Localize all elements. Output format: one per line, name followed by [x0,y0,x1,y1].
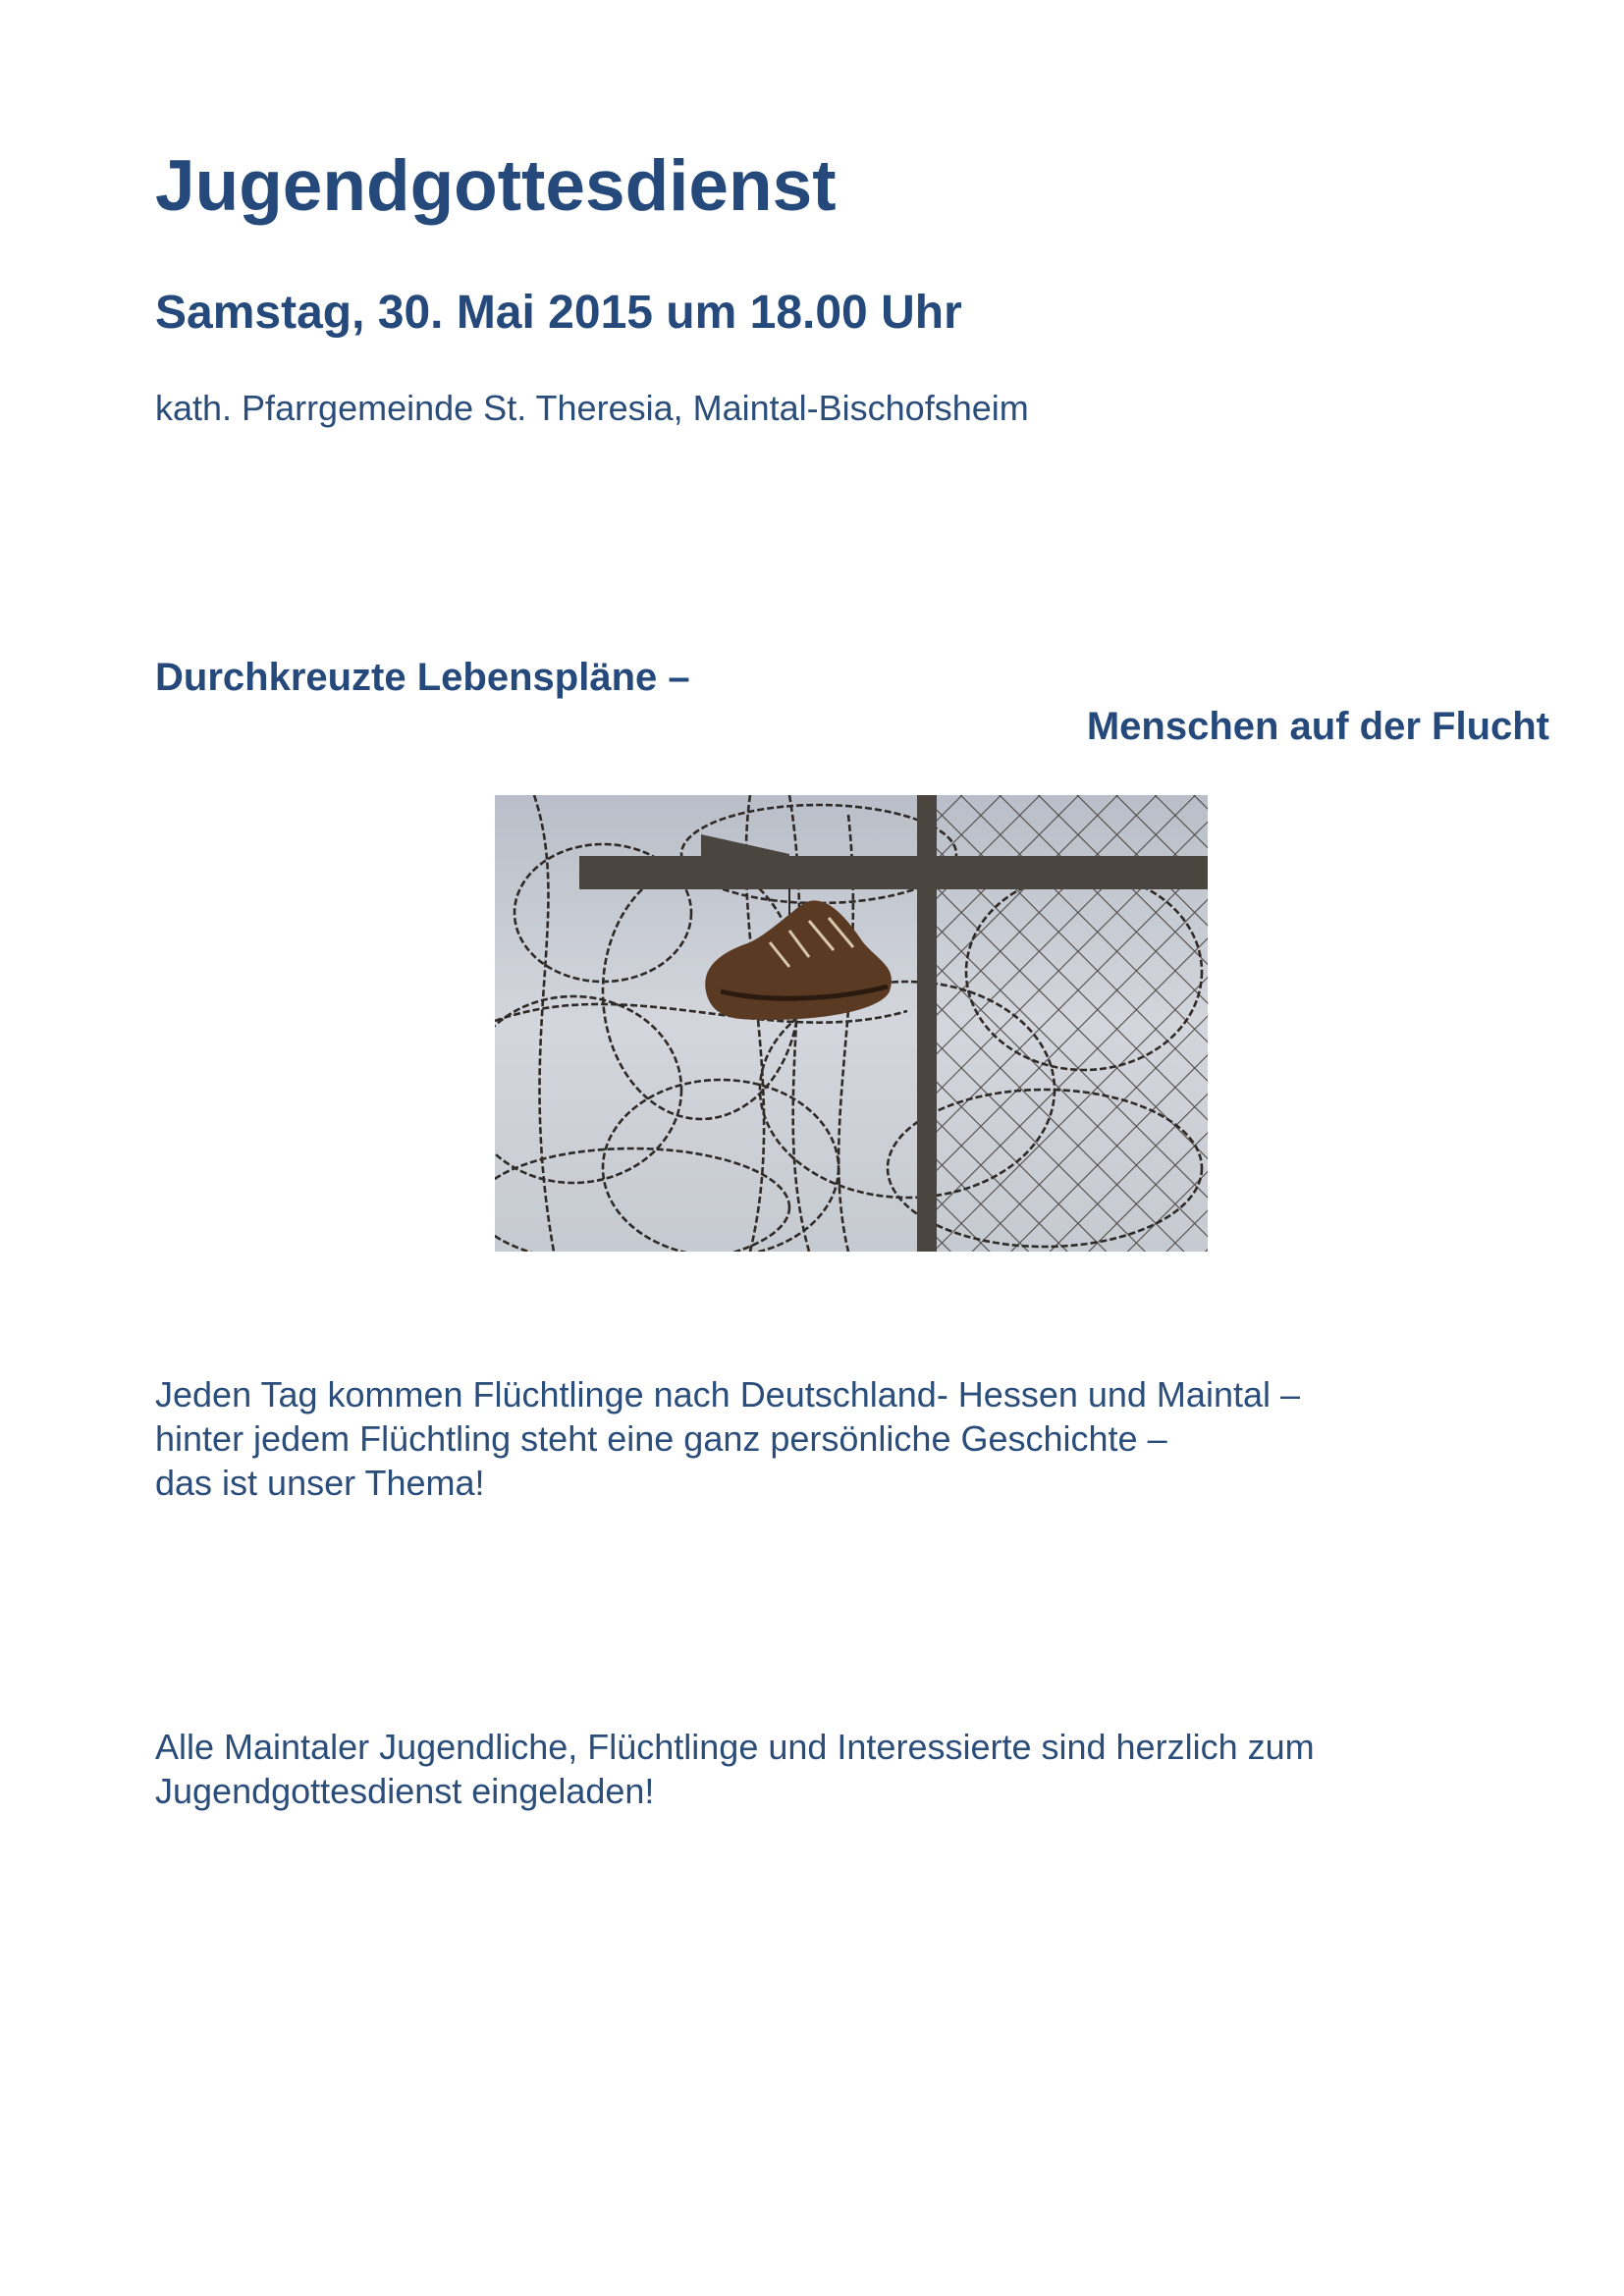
description-line: hinter jedem Flüchtling steht eine ganz persönliche Geschichte – [155,1418,1167,1459]
description-line: Jeden Tag kommen Flüchtlinge nach Deutschland- Hessen und Maintal – [155,1374,1301,1415]
invitation-line: Jugendgottesdienst eingeladen! [155,1771,655,1811]
description-line: das ist unser Thema! [155,1463,485,1503]
description-paragraph [155,1372,1300,1505]
theme-heading-line2: Menschen auf der Flucht [1086,705,1549,748]
flyer-title: Jugendgottesdienst [155,146,837,226]
event-location: kath. Pfarrgemeinde St. Theresia, Maintal-Bischofsheim [155,388,1029,428]
theme-heading-line1: Durchkreuzte Lebenspläne – [155,656,690,699]
invitation-line: Alle Maintaler Jugendliche, Flüchtlinge und Interessierte sind herzlich zum [155,1727,1315,1767]
invitation-paragraph [155,1725,1315,1813]
barbed-wire-cross-photo [495,795,1208,1252]
event-date-time: Samstag, 30. Mai 2015 um 18.00 Uhr [155,287,962,339]
